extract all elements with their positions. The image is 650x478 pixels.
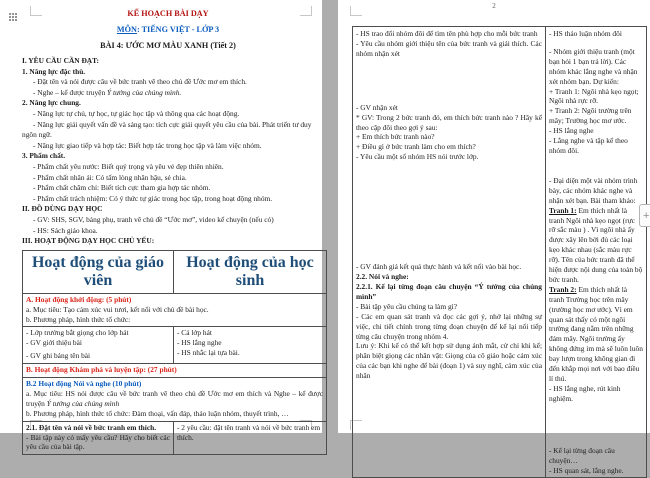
table-line: - Cả lớp hát [177, 328, 212, 338]
activity-2-row [23, 421, 327, 455]
table-line: - HS thảo luận nhóm đôi [549, 29, 622, 38]
body-line [22, 88, 314, 99]
body-line: - Năng lực giải quyết vấn đề và sáng tạo: tích cực giải quyết yêu cầu của bài. Phát triển tư duy ngôn ngữ. [22, 119, 312, 140]
teacher-cell [23, 421, 174, 455]
doc-title: KẾ HOẠCH BÀI DẠY [127, 9, 209, 18]
page-1 [0, 0, 323, 452]
section-b-row [23, 364, 327, 378]
table-line: - GV nhận xét [356, 102, 398, 112]
activities-table-page-1 [22, 250, 327, 456]
activity-b2-title: B.2 Hoạt động Nói và nghe (10 phút) [26, 379, 142, 389]
activity-a-title: A. Hoạt động khởi động: (5 phút) [26, 294, 132, 304]
drag-handle-icon[interactable] [9, 13, 19, 23]
tranh-1-label: Tranh 1: [549, 205, 577, 215]
doc-subject-rest: : TIẾNG VIỆT - LỚP 3 [136, 25, 220, 34]
body-line: - Năng lực tự chủ, tự học, tự giác học tập và thông qua các hoạt động. [33, 108, 240, 118]
table-line: - Bài tập yêu cầu chúng ta làm gì? [356, 301, 457, 311]
activity-b2-method: b. Phương pháp, hình thức tổ chức: Đàm thoại, vấn đáp, thảo luận nhóm, thuyết trình, … [26, 408, 289, 418]
table-line: - GV giới thiệu bài [26, 338, 82, 348]
section-a-row [23, 293, 327, 327]
table-line: - Kể lại từng đoạn câu chuyện… [549, 445, 615, 465]
student-cell [174, 327, 327, 364]
student-cell [174, 421, 327, 455]
body-line: - Đặt tên và nói được câu về bức tranh vẽ theo chủ đề Ước mơ em thích. [33, 77, 247, 87]
table-line: + Tranh 1: Ngôi nhà kẹo ngọt; Ngôi nhà rực rỡ. [549, 86, 639, 106]
add-button[interactable] [639, 204, 650, 227]
table-line: * GV: Trong 2 bức tranh đó, em thích bức tranh nào ? Hãy kể theo cặp đôi theo gợi ý sau: [356, 112, 542, 132]
page-2 [338, 0, 650, 475]
teacher-cell [353, 27, 546, 478]
table-line: - Yêu cầu một số nhóm HS nói trước lớp. [356, 152, 479, 162]
table-line: - GV ghi bảng tên bài [26, 351, 91, 361]
table-line: - HS trao đổi nhóm đôi để tìm tên phù hợp cho mỗi bức tranh [356, 29, 538, 38]
table-line-text: a. Mục tiêu: HS nói được câu về bức tranh vẽ theo chủ đề Ước mơ em thích và Nghe – kể được truyện [26, 388, 323, 408]
activity-a-method: b. Phương pháp, hình thức tổ chức: [26, 314, 131, 324]
tranh-2-text: Em thích nhất là tranh Trường học trên mây (trường học mơ ước). Vì em quan sát thấy có một ngôi trường đang nằm trên những đám mây. Ngôi trường ấy không đứng im mà sẽ luôn luôn bay lượn trong không gian đi đến khắp mọi nơi với bao điều lí thú. [549, 284, 643, 383]
body-line: - Phẩm chất trách nhiệm: Có ý thức tự giác trong học tập, trong hoạt động nhóm. [33, 193, 273, 203]
table-line: - Yêu cầu nhóm giới thiệu tên của bức tranh và giải thích. Các nhóm nhận xét [356, 38, 542, 58]
section-i-heading: I. YÊU CẦU CẦN ĐẠT: [22, 56, 99, 65]
table-line: - 2 yêu cầu: đặt tên tranh và nói về bức tranh em thích. [177, 422, 321, 442]
table-line: - Nhóm giới thiệu tranh (một bạn hỏi 1 bạn trả lời). Các nhóm khác lắng nghe và nhận xét nhóm bạn. Dự kiến: [549, 46, 638, 86]
page-1-content [22, 5, 323, 455]
body-line: - HS: Sách giáo khoa. [33, 225, 98, 235]
table-line: - Các em quan sát tranh và đọc các gợi ý, nhớ lại những sự việc, chi tiết chính trong từng đoạn chuyện để kể lại nối tiếp từng câu chuyện trong nhóm 4. [356, 311, 542, 341]
body-line: - Phẩm chất yêu nước: Biết quý trọng và yêu vẻ đẹp thiên nhiên. [33, 161, 224, 171]
activity-b-title: B. Hoạt động Khám phá và luyện tập: (27 phút) [26, 365, 177, 375]
task-2-2-1-title: 2.2.1. Kể lại từng đoạn câu chuyện “Ý tưởng của chúng mình” [356, 281, 542, 301]
doc-subject [22, 24, 314, 35]
table-line-italic: Ý tưởng của chúng mình [46, 398, 120, 408]
body-line: - Phẩm chất chăm chỉ: Biết tích cực tham gia hợp tác nhóm. [33, 183, 211, 193]
activity-continued-row [353, 27, 647, 478]
table-line: - Lắng nghe và tập kể theo nhóm đôi. [549, 136, 628, 155]
doc-subject-underlined: MÔN [116, 25, 137, 34]
table-line: + Điều gì ở bức tranh làm cho em thích? [356, 142, 476, 152]
teacher-cell [23, 327, 174, 364]
plus-icon: + [643, 209, 650, 222]
col-header-teacher: Hoạt động của giáo viên [23, 250, 174, 293]
table-header-row [23, 250, 327, 293]
activities-table-page-2 [352, 26, 650, 478]
table-line: - Lớp trưởng bắt giọng cho lớp hát [26, 328, 129, 338]
table-line: - HS lắng nghe [549, 126, 594, 136]
activity-1-row [23, 327, 327, 364]
task-2-2-title: 2.2. Nói và nghe: [356, 272, 409, 282]
col-header-student: Hoạt động của học sinh [174, 250, 327, 293]
body-line: - GV: SHS, SGV, bảng phụ, tranh vẽ chủ đề “Ước mơ”, video kể chuyện (nếu có) [33, 214, 274, 224]
margin-corner-mark [350, 6, 362, 16]
table-line: - Bài tập này có mấy yêu cầu? Hãy cho biết các yêu cầu của bài tập. [26, 432, 170, 452]
body-line: - Phẩm chất nhân ái: Có tấm lòng nhân hậu, sẻ chia. [33, 172, 187, 182]
student-cell [546, 27, 650, 478]
doc-lesson-title: BÀI 4: ƯỚC MƠ MÀU XANH (Tiết 2) [100, 41, 236, 50]
tranh-1-text: Em thích nhất là tranh Ngôi nhà kẹo ngọt (rực rỡ sắc màu ) . Vì ngôi nhà ấy được xây lên bởi đủ các loại kẹo khác nhau (sắc màu rực rỡ). Tên của bức tranh đã thể hiện được nội dung của toàn bộ bức tranh. [549, 205, 643, 284]
body-line: - Năng lực giao tiếp và hợp tác: Biết hợp tác trong học tập và làm việc nhóm. [33, 140, 262, 150]
section-ii-heading: II. ĐỒ DÙNG DẠY HỌC [22, 204, 103, 214]
subsection-3-heading: 3. Phẩm chất. [22, 151, 66, 161]
table-line: + Tranh 2: Ngôi trường trên mây; Trường học mơ ước. [549, 106, 632, 126]
sample-answer-tranh-2 [549, 285, 643, 384]
tranh-2-label: Tranh 2: [549, 284, 577, 294]
section-iii-heading: III. HOẠT ĐỘNG DẠY HỌC CHỦ YẾU: [22, 236, 155, 246]
table-line: + Em thích bức tranh nào? [356, 132, 435, 142]
table-line: - HS lắng nghe, rút kinh nghiệm. [549, 383, 621, 403]
table-line: - HS nhắc lại tựa bài. [177, 348, 240, 358]
subsection-1-heading: 1. Năng lực đặc thù. [22, 66, 86, 76]
body-line-italic: Ý tưởng của chúng mình. [107, 87, 182, 97]
table-line: - HS lắng nghe [177, 338, 222, 348]
activity-a-goal: a. Mục tiêu: Tạo cảm xúc vui tươi, kết nối với chủ đề bài học. [26, 304, 209, 314]
table-line: Lưu ý: Khi kể có thể kết hợp sử dụng ánh mắt, cử chỉ khi kể; phân biệt giọng các nhân vật: Giọng của cô giáo hoặc cảm xúc của các bạn khi nghe để bài (đoạn 1) và suy nghĩ, cảm xúc của nhân [356, 341, 542, 381]
subsection-2-heading: 2. Năng lực chung. [22, 98, 81, 108]
activity-b2-goal [26, 389, 323, 409]
body-line-text: - Nghe – kể được truyện [33, 87, 107, 97]
table-line: - HS quan sát, lắng nghe. [549, 465, 624, 475]
page-number: 2 [492, 2, 496, 10]
task-2-1-title: 2.1. Đặt tên và nói về bức tranh em thích. [26, 422, 157, 432]
table-line: - GV đánh giá kết quả thực hành và kết nối vào bài học. [356, 262, 522, 272]
section-b2-row [23, 378, 327, 422]
table-line: - Đại diện một vài nhóm trình bày, các nhóm khác nghe và nhận xét bạn. Bài tham khảo: [549, 175, 638, 205]
sample-answer-tranh-1 [549, 206, 643, 285]
